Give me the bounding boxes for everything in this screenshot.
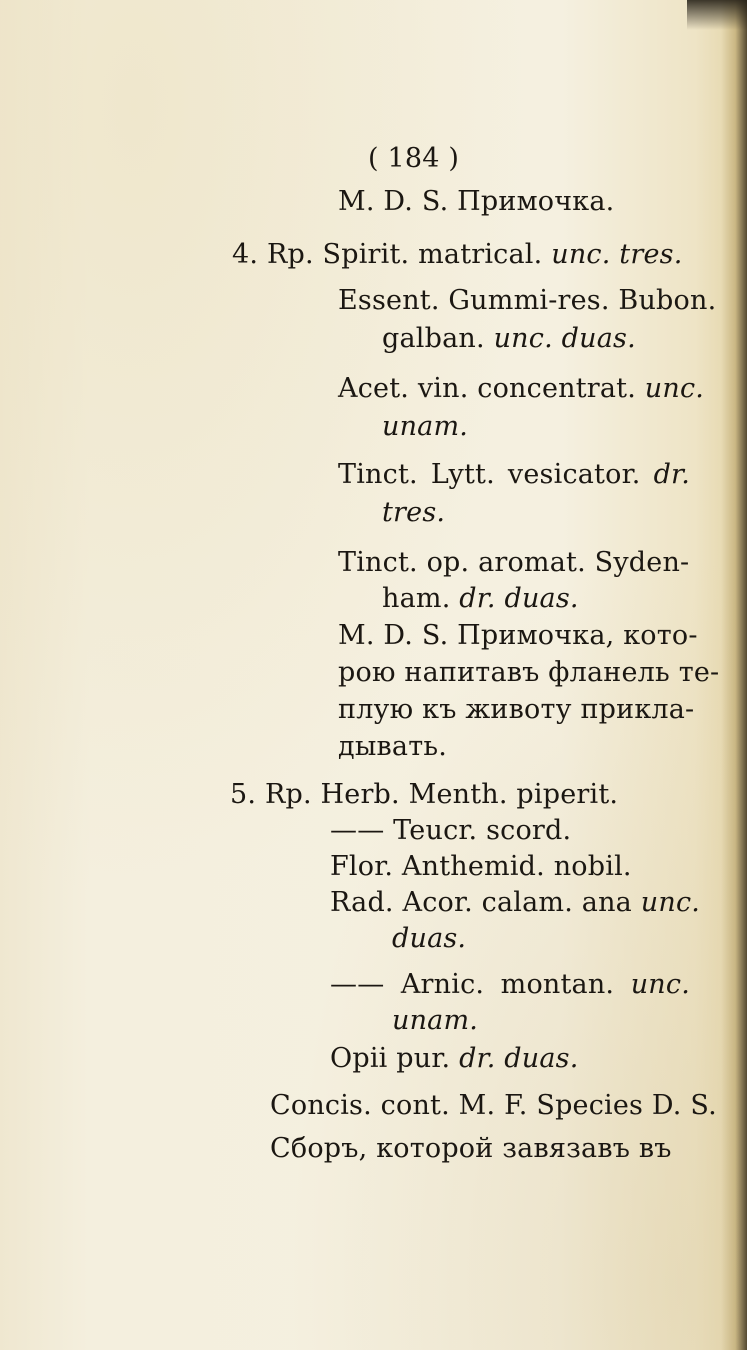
text-line: Essent. Gummi-res. Bubon. [338, 285, 717, 316]
dose-text: unc. [630, 969, 690, 1000]
text-line [232, 238, 682, 272]
page-edge-shadow [721, 0, 747, 1350]
page-corner-shadow [687, 0, 747, 30]
text-line: 5. Rp. Herb. Menth. piperit. [230, 779, 619, 810]
dose-text: dr. duas. [459, 583, 579, 614]
text-line [382, 322, 636, 356]
text-line: unam. [382, 411, 469, 442]
text-line: плую къ животу прикла- [338, 694, 695, 725]
text-line: Flor. Anthemid. nobil. [330, 851, 632, 882]
text-line: tres. [382, 497, 446, 528]
text-line: рою напитавъ фланель те- [338, 657, 720, 688]
ingredient-text: galban. [382, 323, 485, 354]
text-line: M. D. S. Примочка. [338, 186, 615, 217]
text-line [330, 886, 701, 920]
text-line: —— Teucr. scord. [330, 815, 572, 846]
dose-text: unc. [640, 887, 701, 918]
text-line: Concis. cont. M. F. Species D. S. [270, 1090, 717, 1121]
text-line: Сборъ, которой завязавъ въ [270, 1133, 672, 1164]
ingredient-text: ham. [382, 583, 451, 614]
ingredient-text: Acet. vin. concentrat. [338, 373, 636, 404]
text-line [338, 372, 705, 406]
dose-text: unc. duas. [493, 323, 636, 354]
dose-text: unc. tres. [551, 239, 683, 270]
ingredient-text: —— Arnic. montan. [330, 969, 615, 1000]
text-line: M. D. S. Примочка, кото- [338, 620, 698, 651]
text-line: дывать. [338, 731, 448, 762]
text-line: Tinct. op. aromat. Syden- [338, 547, 690, 578]
text-line [382, 582, 579, 616]
page-number: ( 184 ) [368, 143, 460, 174]
dose-text: dr. duas. [459, 1043, 579, 1074]
text-line [330, 968, 690, 1002]
dose-text: dr. [653, 459, 690, 490]
recipe-4-text: 4. Rp. Spirit. matrical. [232, 239, 543, 270]
text-line: duas. [392, 923, 467, 954]
dose-text: unc. [644, 373, 705, 404]
text-line: unam. [392, 1005, 479, 1036]
ingredient-text: Tinct. Lytt. vesicator. [338, 459, 641, 490]
text-line [338, 458, 690, 492]
ingredient-text: Opii pur. [330, 1043, 451, 1074]
text-line [330, 1042, 578, 1076]
ingredient-text: Rad. Acor. calam. ana [330, 887, 632, 918]
